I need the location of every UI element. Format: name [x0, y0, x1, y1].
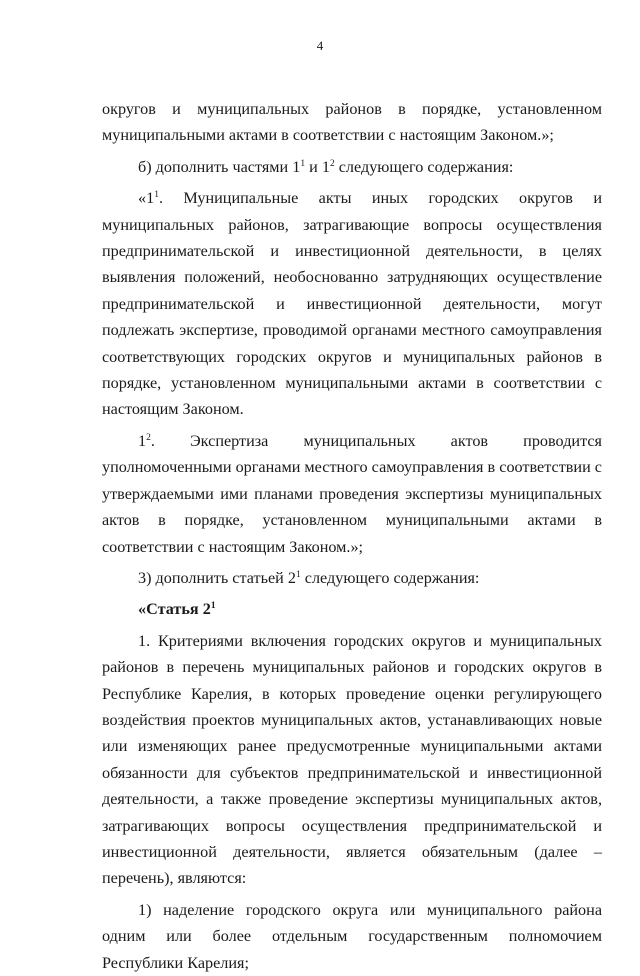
paragraph-5: 3) дополнить статьей $2^1$ следующего содержания:	[138, 568, 480, 587]
article-heading: «Статья $2^1$	[138, 600, 216, 619]
paragraph-3: «$1^1$. Муниципальные акты иных городских округов и муниципальных районов, затрагивающие вопросы осуществления предпринимательской и инвестиционной деятельности, в целях выявления положений, необоснованно затрудняющих осуществление предпринимательской и инвестиционной деятельности, могут подлежать экспертизе, проводимой органами местного самоуправления соответствующих городских округов и муниципальных районов в порядке, установленном муниципальными актами в соответствии с настоящим Законом.	[102, 189, 602, 419]
paragraph-8: 1) наделение городского округа или муниципального района одним или более отдельным государственным полномочием Республики Карелия;	[102, 900, 602, 972]
document-body	[102, 96, 602, 976]
paragraph-2: б) дополнить частями $1^1$ и $1^2$ следующего содержания:	[138, 157, 514, 176]
paragraph-4: $1^2$. Экспертиза муниципальных актов проводится уполномоченными органами местного самоуправления в соответствии с утверждаемыми ими планами проведения экспертизы муниципальных актов в порядке, установленном муниципальными актами в соответствии с настоящим Законом.»;	[102, 431, 602, 556]
paragraph-7: 1. Критериями включения городских округов и муниципальных районов в перечень муниципальных районов и городских округов в Республике Карелия, в которых проведение оценки регулирующего воздействия проектов муниципальных актов, устанавливающих новые или изменяющих ранее предусмотренные муниципальными актами обязанности для субъектов предпринимательской и инвестиционной деятельности, а также проведение экспертизы муниципальных актов, затрагивающих вопросы осуществления предпринимательской и инвестиционной деятельности, является обязательным (далее – перечень), являются:	[102, 631, 602, 888]
paragraph-1: округов и муниципальных районов в порядке, установленном муниципальными актами в соответствии с настоящим Законом.»;	[102, 100, 602, 145]
page-number: 4	[316, 38, 324, 53]
